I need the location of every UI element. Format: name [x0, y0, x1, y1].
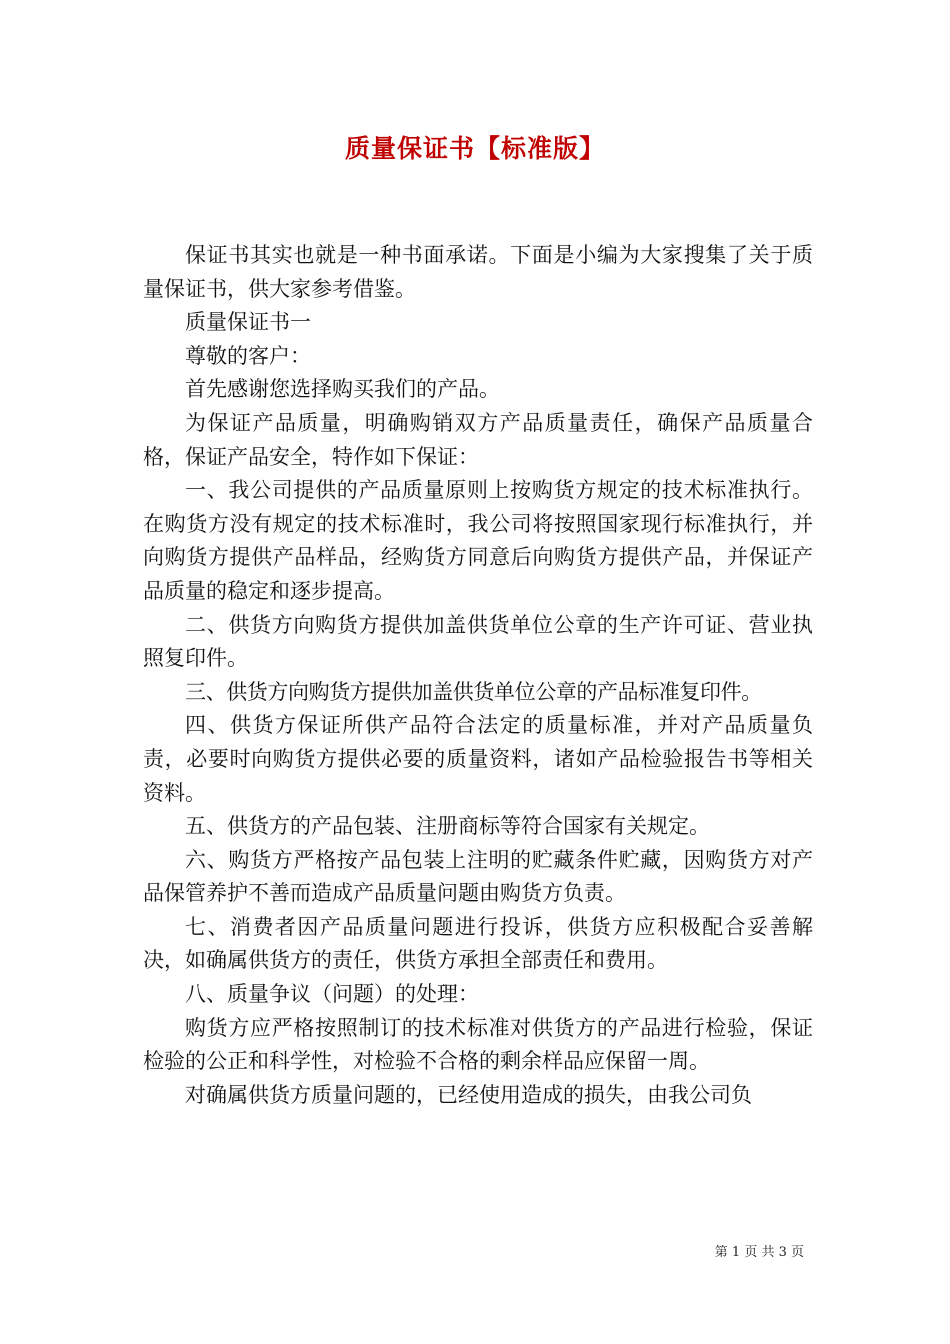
document-body [143, 239, 813, 1112]
page-number: 第 1 页 共 3 页 [714, 1245, 804, 1260]
document-title: 质量保证书【标准版】 [344, 134, 605, 163]
body-paragraph: 首先感谢您选择购买我们的产品。 [185, 377, 500, 402]
intro-paragraph: 保证书其实也就是一种书面承诺。下面是小编为大家搜集了关于质量保证书，供大家参考借鉴。 [143, 243, 813, 301]
clause-1: 一、我公司提供的产品质量原则上按购货方规定的技术标准执行。在购货方没有规定的技术标准时，我公司将按照国家现行标准执行，并向购货方提供产品样品，经购货方同意后向购货方提供产品，并保证产品质量的稳定和逐步提高。 [143, 478, 813, 603]
clause-2: 二、供货方向购货方提供加盖供货单位公章的生产许可证、营业执照复印件。 [143, 612, 813, 671]
clause-3: 三、供货方向购货方提供加盖供货单位公章的产品标准复印件。 [185, 679, 762, 704]
clause-5: 五、供货方的产品包装、注册商标等符合国家有关规定。 [185, 814, 710, 839]
salutation: 尊敬的客户： [185, 343, 311, 368]
body-paragraph: 对确属供货方质量问题的，已经使用造成的损失，由我公司负 [185, 1082, 752, 1107]
clause-8: 八、质量争议（问题）的处理： [185, 982, 479, 1007]
clause-6: 六、购货方严格按产品包装上注明的贮藏条件贮藏，因购货方对产品保管养护不善而造成产品质量问题由购货方负责。 [143, 847, 813, 906]
body-paragraph: 为保证产品质量，明确购销双方产品质量责任，确保产品质量合格，保证产品安全，特作如下保证： [143, 410, 813, 469]
clause-4: 四、供货方保证所供产品符合法定的质量标准，并对产品质量负责，必要时向购货方提供必要的质量资料，诸如产品检验报告书等相关资料。 [143, 713, 813, 805]
section-heading: 质量保证书一 [185, 310, 311, 335]
body-paragraph: 购货方应严格按照制订的技术标准对供货方的产品进行检验，保证检验的公正和科学性，对检验不合格的剩余样品应保留一周。 [143, 1015, 813, 1074]
clause-7: 七、消费者因产品质量问题进行投诉，供货方应积极配合妥善解决，如确属供货方的责任，供货方承担全部责任和费用。 [143, 914, 813, 973]
